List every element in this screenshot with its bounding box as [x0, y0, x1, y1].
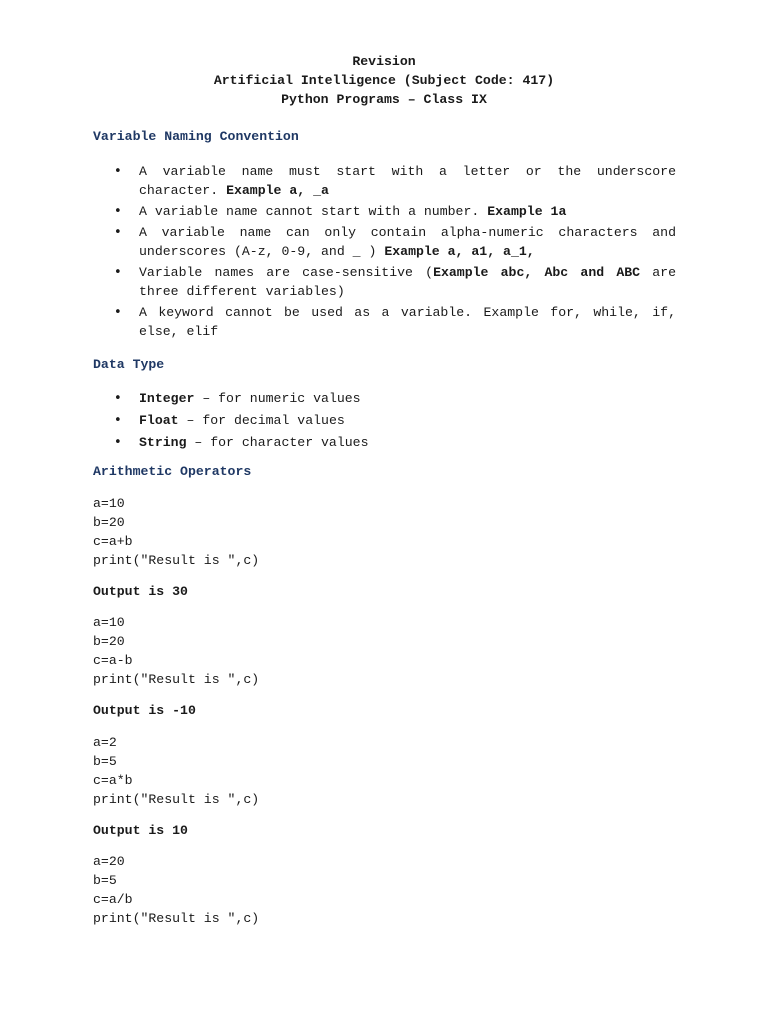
data-type-list [93, 389, 676, 452]
code-line: b=20 [93, 634, 125, 649]
code-line: print("Result is ",c) [93, 672, 260, 687]
code-line: c=a+b [93, 534, 133, 549]
header-revision: Revision [352, 54, 416, 69]
heading-arithmetic-operators: Arithmetic Operators [93, 464, 252, 479]
code-line: a=2 [93, 735, 117, 750]
code-line: b=5 [93, 873, 117, 888]
code-line: a=10 [93, 615, 125, 630]
naming-rules-list [93, 162, 676, 341]
document-header [0, 52, 768, 109]
code-block-multiplication [93, 733, 676, 809]
code-block-subtraction [93, 613, 676, 689]
output-addition: Output is 30 [93, 584, 188, 599]
list-item: • String – for character values [93, 433, 676, 452]
list-item: • A variable name can only contain alpha-numeric characters and underscores (A-z, 0-9, and _ ) Example a, a1, a_1, [93, 223, 676, 261]
code-line: print("Result is ",c) [93, 553, 260, 568]
header-subject: Artificial Intelligence (Subject Code: 417) [213, 73, 555, 88]
heading-data-type: Data Type [93, 357, 165, 372]
code-line: print("Result is ",c) [93, 911, 260, 926]
code-line: c=a-b [93, 653, 133, 668]
code-line: b=20 [93, 515, 125, 530]
list-item: • Integer – for numeric values [93, 389, 676, 408]
code-line: b=5 [93, 754, 117, 769]
output-multiplication: Output is 10 [93, 823, 188, 838]
list-item: • A variable name must start with a letter or the underscore character. Example a, _a [93, 162, 676, 200]
code-line: a=20 [93, 854, 125, 869]
output-subtraction: Output is -10 [93, 703, 196, 718]
heading-variable-naming: Variable Naming Convention [93, 129, 299, 144]
code-line: c=a*b [93, 773, 133, 788]
list-item: • Float – for decimal values [93, 411, 676, 430]
code-line: a=10 [93, 496, 125, 511]
code-block-addition [93, 494, 676, 570]
code-line: c=a/b [93, 892, 133, 907]
list-item: • A variable name cannot start with a number. Example 1a [93, 202, 676, 221]
code-line: print("Result is ",c) [93, 792, 260, 807]
header-class: Python Programs – Class IX [281, 92, 487, 107]
list-item: • Variable names are case-sensitive (Example abc, Abc and ABC are three different variables) [93, 263, 676, 301]
list-item: • A keyword cannot be used as a variable. Example for, while, if, else, elif [93, 303, 676, 341]
code-block-division [93, 852, 676, 928]
